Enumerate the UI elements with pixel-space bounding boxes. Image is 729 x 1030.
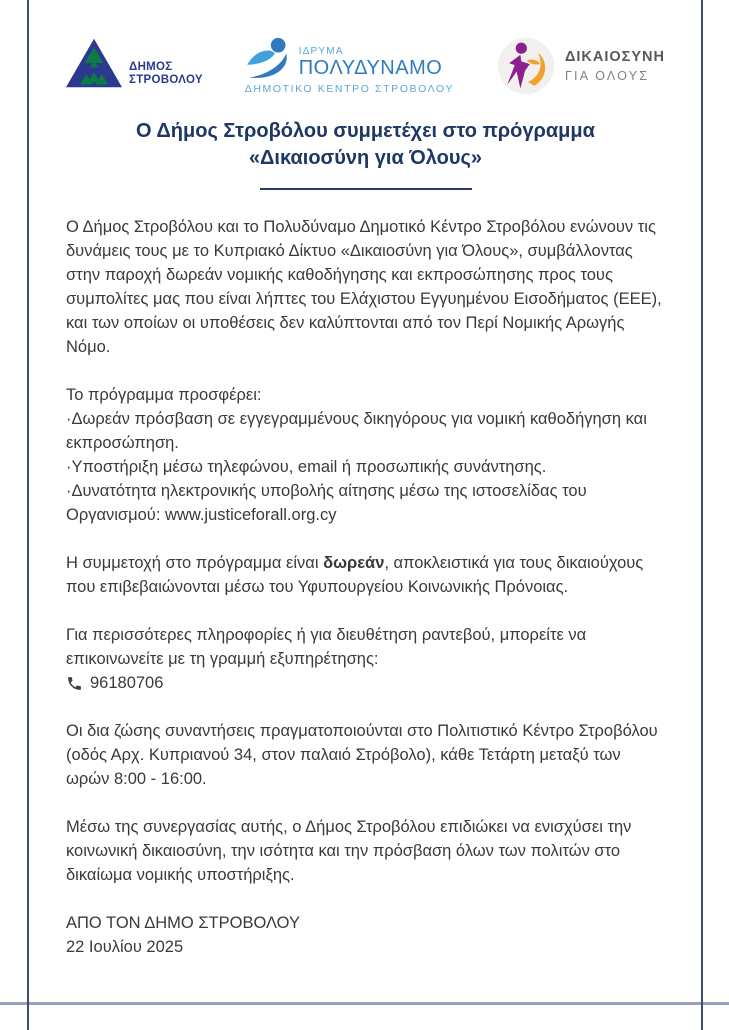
polydynamo-logo-line2: ΠΟΛΥΔΥΝΑΜΟ	[298, 57, 443, 79]
logo-row	[66, 28, 665, 104]
participation-paragraph	[66, 551, 665, 599]
polydynamo-logo-line3: ΔΗΜΟΤΙΚΟ ΚΕΝΤΡΟ ΣΤΡΟΒΟΛΟΥ	[244, 83, 455, 95]
page-title	[66, 118, 665, 172]
polydynamo-foundation-logo	[245, 37, 454, 95]
offers-heading: Το πρόγραμμα προσφέρει:	[66, 386, 262, 404]
polydynamo-logo-line1: ΙΔΡΥΜΑ	[298, 46, 344, 57]
page-right-border	[701, 0, 703, 1030]
participation-text-before: Η συμμετοχή στο πρόγραμμα είναι	[66, 554, 324, 572]
justice-logo-line2: ΓΙΑ ΟΛΟΥΣ	[564, 69, 650, 83]
page-content	[66, 28, 665, 983]
page-bottom-rule	[0, 1002, 729, 1005]
phone-icon	[66, 675, 83, 692]
page-title-line2: «Δικαιοσύνη για Όλους»	[248, 147, 483, 169]
strovolos-municipality-logo	[66, 38, 203, 94]
phone-number: 96180706	[90, 674, 164, 692]
strovolos-triangle-icon	[66, 38, 122, 88]
goal-paragraph: Μέσω της συνεργασίας αυτής, ο Δήμος Στροβόλου επιδιώκει να ενισχύσει την κοινωνική δικαιοσύνη, την ισότητα και την πρόσβαση όλων των πολιτών στο δικαίωμα νομικής υποστήριξης.	[66, 818, 632, 884]
justice-for-all-logo	[496, 36, 665, 96]
polydynamo-logo-top	[245, 37, 443, 81]
offer-item: ·Δυνατότητα ηλεκτρονικής υποβολής αίτησης μέσω της ιστοσελίδας του Οργανισμού: www.justiceforall.org.cy	[66, 482, 587, 524]
offer-item: ·Δωρεάν πρόσβαση σε εγγεγραμμένους δικηγόρους για νομική καθοδήγηση και εκπροσώπηση.	[66, 410, 647, 452]
announcement-body	[66, 215, 665, 959]
signoff-block	[66, 911, 665, 959]
justice-logo-line1: ΔΙΚΑΙΟΣΥΝΗ	[564, 49, 665, 65]
contact-text: Για περισσότερες πληροφορίες ή για διευθέτηση ραντεβού, μπορείτε να επικοινωνείτε με τη γραμμή εξυπηρέτησης:	[66, 626, 587, 668]
signoff-date: 22 Ιουλίου 2025	[66, 938, 184, 956]
intro-paragraph: Ο Δήμος Στροβόλου και το Πολυδύναμο Δημοτικό Κέντρο Στροβόλου ενώνουν τις δυνάμεις τους με το Κυπριακό Δίκτυο «Δικαιοσύνη για Όλους», συμβάλλοντας στην παροχή δωρεάν νομικής καθοδήγησης και εκπροσώπησης προς τους συμπολίτες μας που είναι λήπτες του Ελάχιστου Εγγυημένου Εισοδήματος (ΕΕΕ), και των οποίων οι υποθέσεις δεν καλύπτονται από τον Περί Νομικής Αρωγής Νόμο.	[66, 218, 662, 356]
strovolos-logo-line2: ΣΤΡΟΒΟΛΟΥ	[129, 74, 203, 87]
participation-text-after: , αποκλειστικά για τους δικαιούχους που επιβεβαιώνονται μέσω του Υφυπουργείου Κοινωνικής Πρόνοιας.	[66, 554, 644, 596]
page-title-line1: Ο Δήμος Στροβόλου συμμετέχει στο πρόγραμμα	[136, 120, 595, 142]
page-left-border	[27, 0, 29, 1030]
meetings-paragraph: Οι δια ζώσης συναντήσεις πραγματοποιούνται στο Πολιτιστικό Κέντρο Στροβόλου (οδός Αρχ. Κυπριανού 34, στον παλαιό Στρόβολο), κάθε Τετάρτη μεταξύ των ωρών 8:00 - 16:00.	[66, 722, 658, 788]
polydynamo-logo-names	[299, 37, 443, 78]
offer-item: ·Υποστήριξη μέσω τηλεφώνου, email ή προσωπικής συνάντησης.	[66, 458, 547, 476]
justice-figures-icon	[496, 36, 556, 96]
signoff-text: ΑΠΟ ΤΟΝ ΔΗΜΟ ΣΤΡΟΒΟΛΟΥ	[66, 914, 300, 932]
polydynamo-bird-icon	[245, 37, 295, 81]
strovolos-logo-line1: ΔΗΜΟΣ	[129, 60, 173, 73]
free-emphasis: δωρεάν	[323, 554, 385, 572]
title-divider	[260, 188, 472, 190]
phone-line	[66, 671, 665, 695]
offers-section	[66, 383, 665, 527]
contact-paragraph	[66, 623, 665, 695]
justice-logo-text	[565, 49, 665, 83]
strovolos-logo-text	[129, 61, 203, 88]
